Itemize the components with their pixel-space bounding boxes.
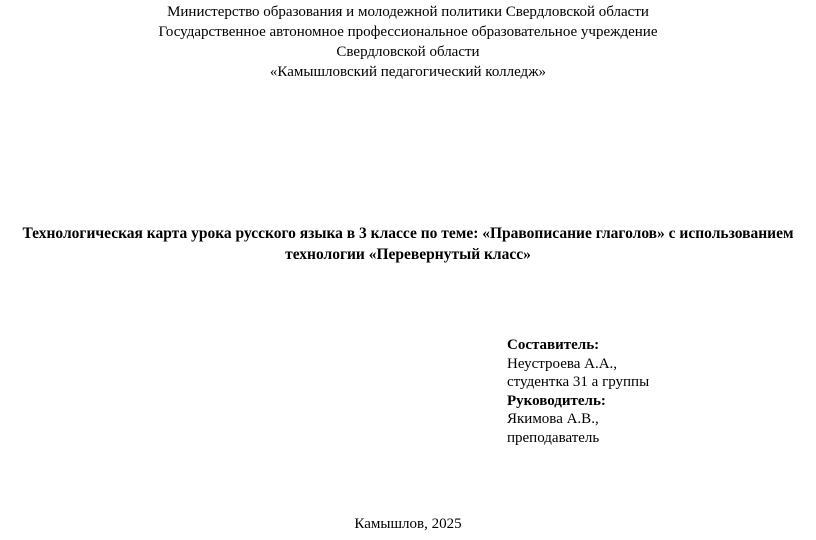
institution-type-line: Государственное автономное профессиональное образовательное учреждение xyxy=(158,24,658,40)
supervisor-role: преподаватель xyxy=(507,429,600,446)
ministry-line: Министерство образования и молодежной политики Свердловской области xyxy=(167,4,649,20)
title-line-1: Технологическая карта урока русского языка в 3 классе по теме: «Правописание глаголов» с использованием xyxy=(22,225,794,242)
supervisor-label: Руководитель: xyxy=(507,392,606,409)
region-line: Свердловской области xyxy=(336,44,480,60)
place-year: Камышлов, 2025 xyxy=(354,516,462,532)
compiler-role: студентка 31 а группы xyxy=(507,374,650,390)
supervisor-name: Якимова А.В., xyxy=(507,411,599,427)
authors-block xyxy=(507,336,649,447)
compiler-name: Неустроева А.А., xyxy=(507,355,618,372)
college-name-line: «Камышловский педагогический колледж» xyxy=(269,64,547,80)
title-line-2: технологии «Перевернутый класс» xyxy=(285,246,531,263)
document-title xyxy=(0,223,816,265)
compiler-label: Составитель: xyxy=(507,337,600,353)
institution-header xyxy=(0,2,816,82)
